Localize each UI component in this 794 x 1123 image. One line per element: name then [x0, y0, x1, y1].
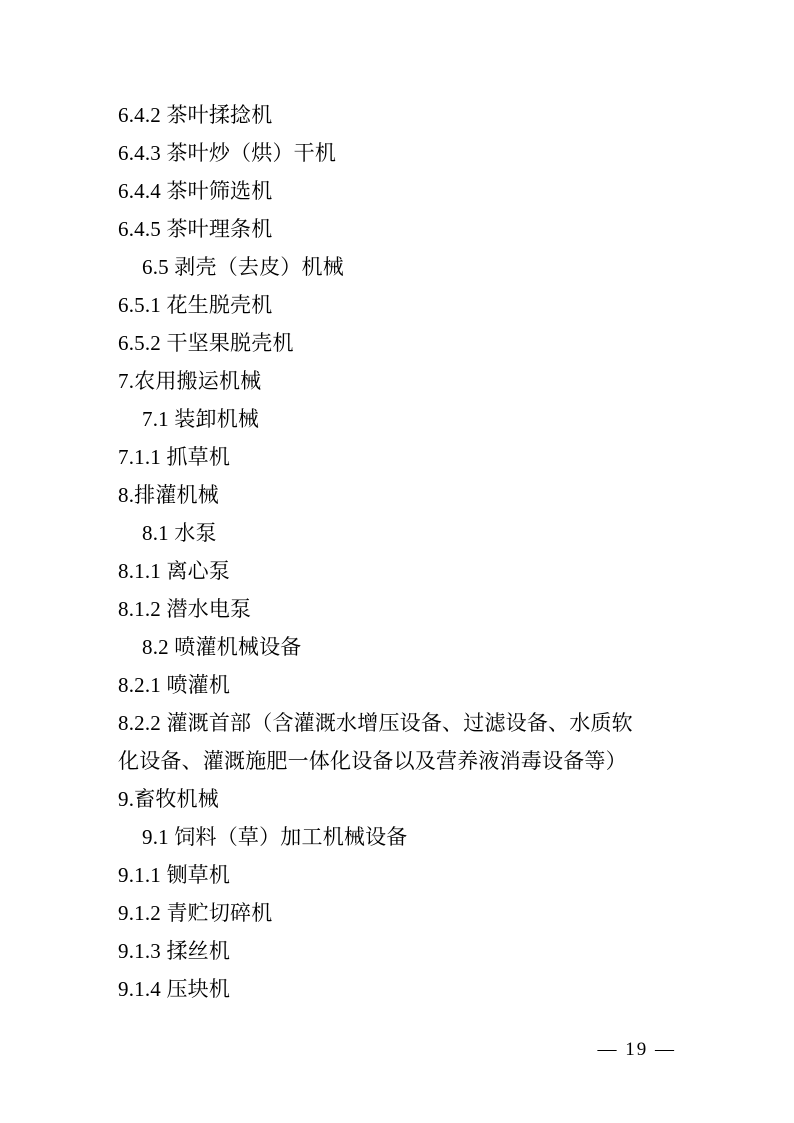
list-item: 8.2 喷灌机械设备 [142, 635, 302, 659]
list-item: 9.1.3 揉丝机 [118, 939, 231, 963]
list-item: 8.1.2 潜水电泵 [118, 597, 252, 621]
list-item: 6.4.5 茶叶理条机 [118, 217, 273, 241]
list-item: 6.5 剥壳（去皮）机械 [142, 255, 344, 279]
list-item: 6.5.1 花生脱壳机 [118, 293, 273, 317]
list-item: 8.1.1 离心泵 [118, 559, 231, 583]
list-item: 6.4.3 茶叶炒（烘）干机 [118, 141, 337, 165]
list-item: 8.1 水泵 [142, 521, 217, 545]
document-body [118, 96, 676, 1008]
list-item: 8.2.1 喷灌机 [118, 673, 231, 697]
list-item-continuation: 化设备、灌溉施肥一体化设备以及营养液消毒设备等） [118, 749, 627, 773]
list-item: 9.畜牧机械 [118, 787, 219, 811]
list-item: 6.4.4 茶叶筛选机 [118, 179, 273, 203]
list-item: 7.1 装卸机械 [142, 407, 260, 431]
list-item: 8.排灌机械 [118, 483, 219, 507]
list-item: 9.1.1 铡草机 [118, 863, 231, 887]
list-item: 9.1 饲料（草）加工机械设备 [142, 825, 408, 849]
list-item: 6.5.2 干坚果脱壳机 [118, 331, 294, 355]
list-item: 7.农用搬运机械 [118, 369, 262, 393]
list-item: 9.1.4 压块机 [118, 977, 231, 1001]
page-number: — 19 — [597, 1039, 676, 1060]
list-item: 6.4.2 茶叶揉捻机 [118, 103, 273, 127]
list-item: 7.1.1 抓草机 [118, 445, 231, 469]
list-item: 9.1.2 青贮切碎机 [118, 901, 273, 925]
list-item: 8.2.2 灌溉首部（含灌溉水增压设备、过滤设备、水质软 [118, 711, 633, 735]
